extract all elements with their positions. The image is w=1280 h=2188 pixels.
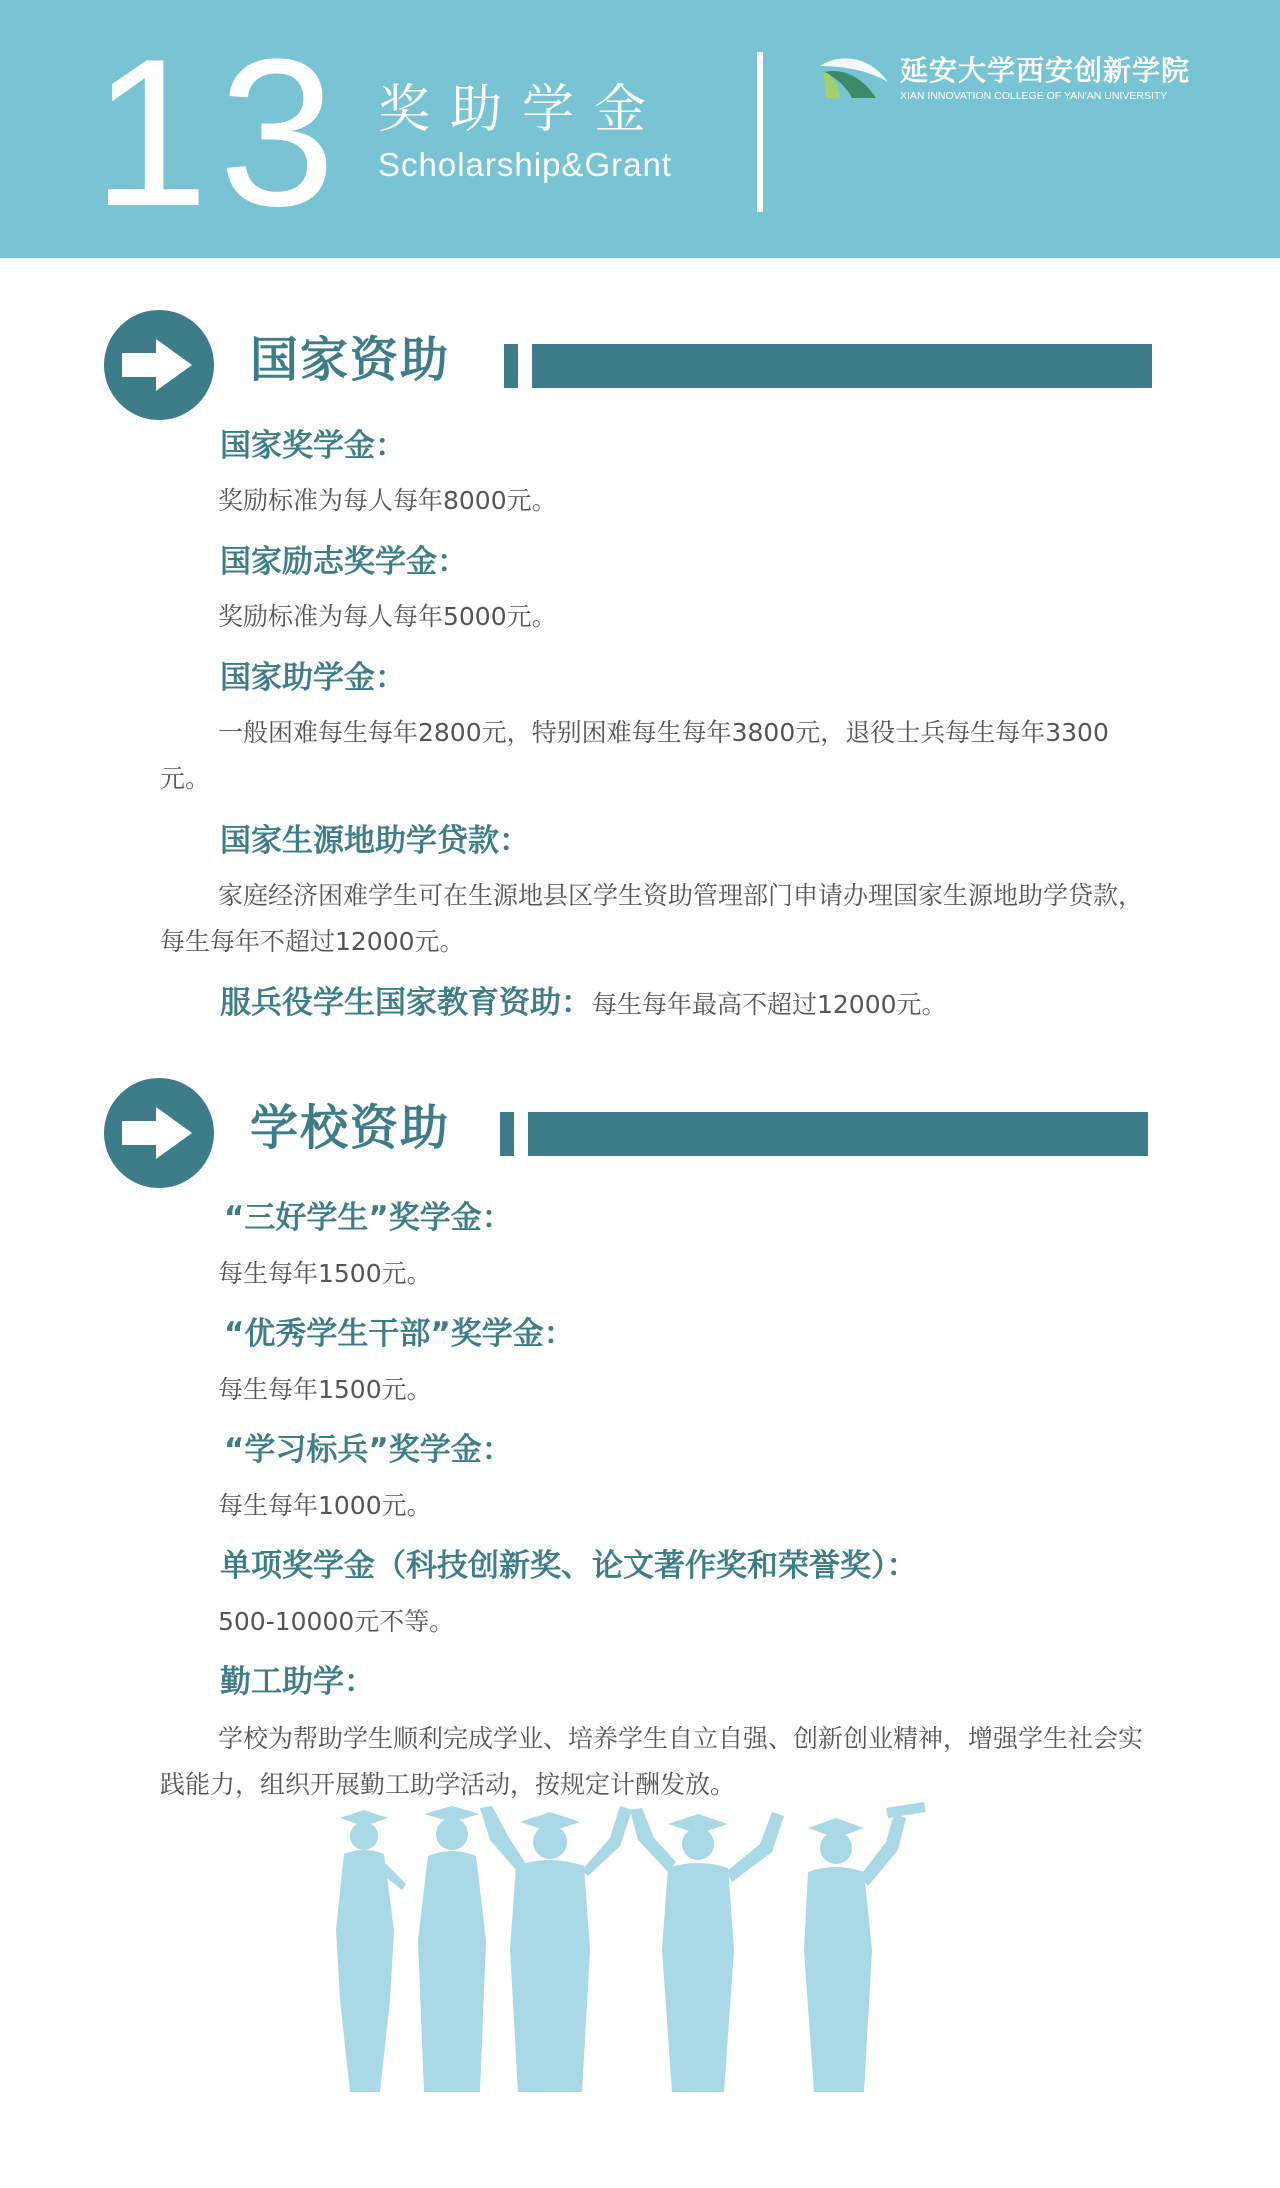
arrow-right-icon <box>122 1103 196 1163</box>
item-text: 每生每年1000元。 <box>218 1491 432 1520</box>
graduate-figure <box>418 1806 486 2092</box>
item-title-text: 服兵役学生国家教育资助： <box>220 985 592 1021</box>
item-paragraph: 家庭经济困难学生可在生源地县区学生资助管理部门申请办理国家生源地助学贷款，每生每年不超过12000元。 <box>160 881 1144 956</box>
item-title: 国家励志奖学金： <box>220 544 468 580</box>
graduate-figure <box>336 1810 406 2092</box>
college-logo <box>818 50 1238 110</box>
logo-text-cn: 延安大学西安创新学院 <box>900 54 1191 87</box>
item-text: 奖励标准为每人每年8000元。 <box>218 486 557 515</box>
section-title: 学校资助 <box>250 1100 451 1156</box>
heading-bar-small <box>504 344 518 388</box>
graduate-figure <box>804 1802 926 2092</box>
item-paragraph: 一般困难每生每年2800元，特别困难每生每年3800元，退役士兵每生每年3300元。 <box>160 718 1109 793</box>
item-text: 每生每年1500元。 <box>218 1259 432 1288</box>
graduate-figure <box>630 1808 784 2092</box>
arrow-right-icon <box>122 335 196 395</box>
logo-text-en: XIAN INNOVATION COLLEGE OF YAN'AN UNIVERSITY <box>900 90 1168 102</box>
heading-bar <box>532 344 1152 388</box>
section-title: 国家资助 <box>250 332 451 388</box>
arrow-circle <box>104 310 214 420</box>
heading-bar <box>528 1112 1148 1156</box>
item-paragraph: 学校为帮助学生顺利完成学业、培养学生自立自强、创新创业精神，增强学生社会实践能力，组织开展勤工助学活动，按规定计酬发放。 <box>160 1724 1144 1799</box>
item-title: 国家生源地助学贷款： <box>220 823 530 859</box>
item-title: “三好学生”奖学金： <box>224 1200 513 1236</box>
item-text: 500-10000元不等。 <box>218 1607 455 1636</box>
item-title: 国家奖学金： <box>220 428 406 464</box>
item-title-inline <box>220 983 947 1025</box>
item-title: 勤工助学： <box>220 1664 375 1700</box>
page-subtitle: Scholarship&Grant <box>378 146 672 183</box>
item-title: “学习标兵”奖学金： <box>224 1432 513 1468</box>
logo-leaf-icon <box>818 52 890 100</box>
graduates-silhouette-illustration <box>320 1800 960 2100</box>
page-title: 奖助学金 <box>378 80 667 140</box>
item-title: 单项奖学金（科技创新奖、论文著作奖和荣誉奖）： <box>220 1548 918 1584</box>
item-text: 每生每年1500元。 <box>218 1375 432 1404</box>
item-inline-value: 每生每年最高不超过12000元。 <box>592 990 947 1019</box>
item-title: 国家助学金： <box>220 660 406 696</box>
heading-bar-small <box>500 1112 514 1156</box>
graduate-figure <box>480 1806 632 2092</box>
section-heading-school <box>104 1078 1154 1194</box>
section-heading-national <box>104 310 1154 426</box>
arrow-circle <box>104 1078 214 1188</box>
chapter-number: 13 <box>92 15 346 250</box>
header-banner <box>0 0 1280 258</box>
header-divider <box>757 52 763 212</box>
item-text: 奖励标准为每人每年5000元。 <box>218 602 557 631</box>
item-title: “优秀学生干部”奖学金： <box>224 1316 575 1352</box>
